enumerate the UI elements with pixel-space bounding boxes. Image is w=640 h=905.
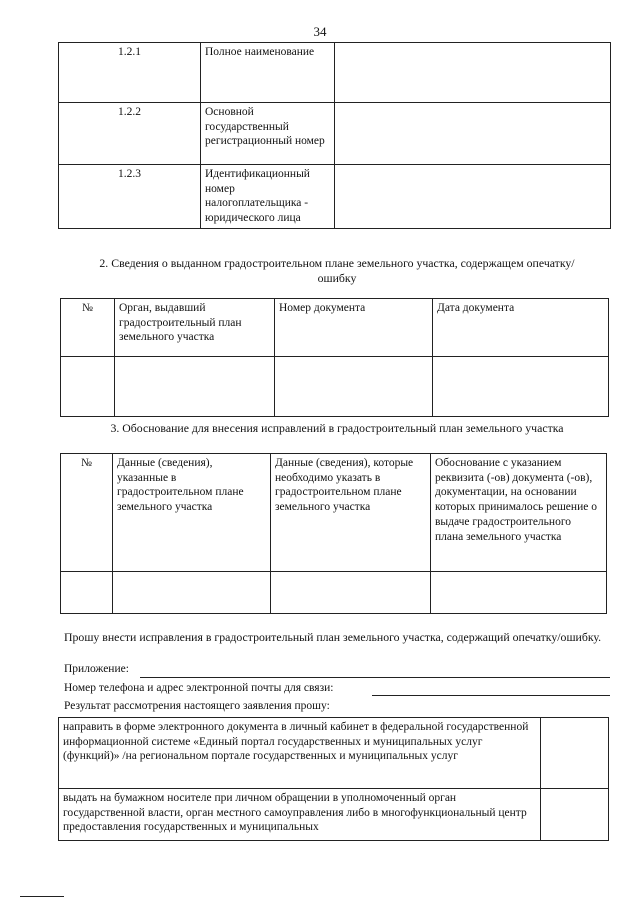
option-electronic-text: направить в форме электронного документа в личный кабинет в федеральной государственной информационной системе «Единый портал государственных и муниципальных услуг (функций)» /на региональном портале государственных и муниципальных услуг <box>59 718 541 789</box>
cell-number[interactable] <box>61 572 113 614</box>
cell-justification[interactable] <box>431 572 607 614</box>
cell-number[interactable] <box>61 357 115 417</box>
header-document-number: Номер документа <box>275 299 433 357</box>
row-label: Идентификационный номер налогоплательщика - юридического лица <box>201 165 335 229</box>
header-document-date: Дата документа <box>433 299 609 357</box>
page-number: 34 <box>313 24 327 39</box>
row-label: Полное наименование <box>201 43 335 103</box>
table-row <box>59 103 611 165</box>
footnote-separator <box>20 896 64 897</box>
section-2-heading: 2. Сведения о выданном градостроительном плане земельного участка, содержащем опечатку/ ошибку <box>99 256 575 286</box>
result-options-table <box>58 717 609 841</box>
table-row <box>59 789 609 841</box>
table-row <box>61 572 607 614</box>
cell-authority[interactable] <box>115 357 275 417</box>
table-row <box>61 357 609 417</box>
header-justification: Обоснование с указанием реквизита (-ов) документа (-ов), документации, на основании которых принималось решение о выдаче градостроительного плана земельного участка <box>431 454 607 572</box>
section-3-heading: 3. Обоснование для внесения исправлений в градостроительный план земельного участка <box>110 421 564 435</box>
option-electronic-checkbox[interactable] <box>541 718 609 789</box>
cell-document-number[interactable] <box>275 357 433 417</box>
header-data-to-specify: Данные (сведения), которые необходимо указать в градостроительном плане земельного участка <box>271 454 431 572</box>
row-number: 1.2.3 <box>59 165 201 229</box>
table-header-row <box>61 299 609 357</box>
row-value[interactable] <box>335 165 611 229</box>
row-value[interactable] <box>335 43 611 103</box>
option-paper-checkbox[interactable] <box>541 789 609 841</box>
cell-data-to-specify[interactable] <box>271 572 431 614</box>
cell-data-in-plan[interactable] <box>113 572 271 614</box>
attachment-label: Приложение: <box>64 663 129 675</box>
row-number: 1.2.1 <box>59 43 201 103</box>
row-label: Основной государственный регистрационный номер <box>201 103 335 165</box>
row-value[interactable] <box>335 103 611 165</box>
contact-label: Номер телефона и адрес электронной почты для связи: <box>64 682 334 694</box>
cell-document-date[interactable] <box>433 357 609 417</box>
option-paper-text: выдать на бумажном носителе при личном обращении в уполномоченный орган государственной власти, орган местного самоуправления либо в многофункциональный центр предоставления государственных и муниципальных <box>59 789 541 841</box>
header-authority: Орган, выдавший градостроительный план земельного участка <box>115 299 275 357</box>
header-number: № <box>61 454 113 572</box>
row-number: 1.2.2 <box>59 103 201 165</box>
table-row <box>59 165 611 229</box>
header-data-in-plan: Данные (сведения), указанные в градостроительном плане земельного участка <box>113 454 271 572</box>
issued-plan-table <box>60 298 609 417</box>
header-number: № <box>61 299 115 357</box>
attachment-field[interactable] <box>140 677 610 678</box>
table-row <box>59 718 609 789</box>
applicant-details-table <box>58 42 611 229</box>
request-paragraph: Прошу внести исправления в градостроительный план земельного участка, содержащий опечатку/ошибку. <box>64 630 602 644</box>
table-row <box>59 43 611 103</box>
result-label: Результат рассмотрения настоящего заявления прошу: <box>64 700 330 712</box>
table-header-row <box>61 454 607 572</box>
correction-grounds-table <box>60 453 607 614</box>
contact-field[interactable] <box>372 695 610 696</box>
